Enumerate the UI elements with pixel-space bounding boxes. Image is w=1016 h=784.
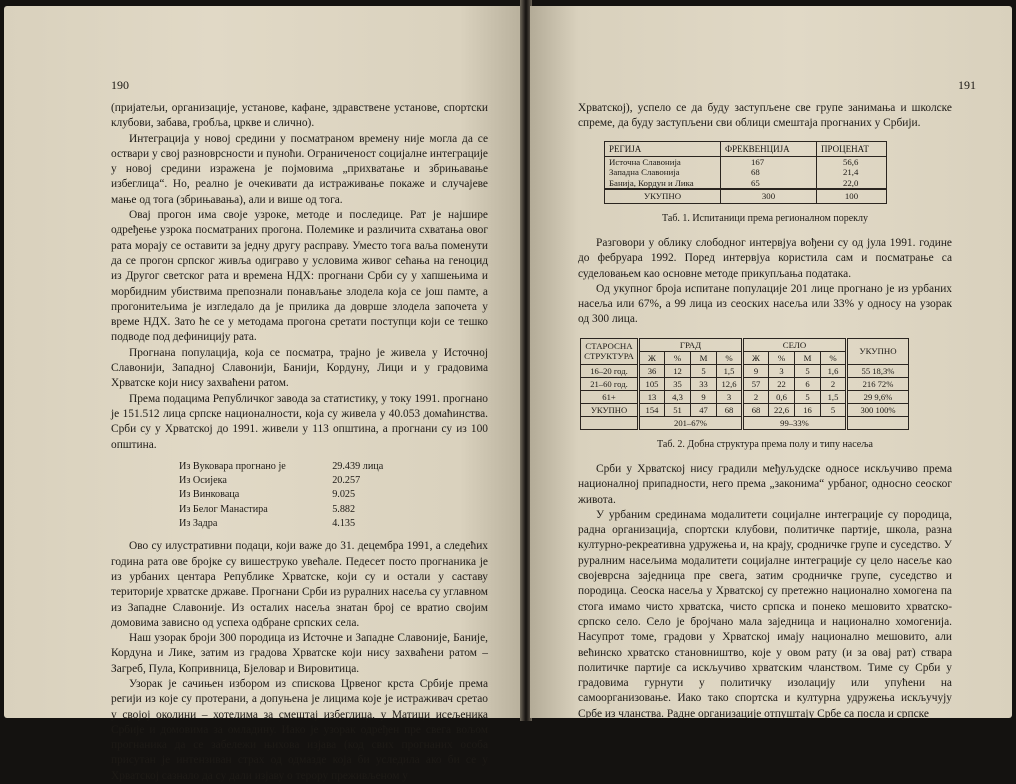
right-bottom-paragraphs (578, 462, 952, 722)
table-row (581, 377, 909, 390)
table-cell: 55 18,3% (847, 364, 909, 377)
table-row (581, 364, 909, 377)
table-cell: 4,3 (665, 390, 691, 403)
table-cell: 201–67% (639, 416, 743, 429)
right-mid-paragraphs (578, 236, 952, 328)
table-row-label: 61+ (581, 390, 639, 403)
table-cell: 5 (795, 390, 821, 403)
page-number: 190 (111, 78, 129, 92)
table-cell: 5 (691, 364, 717, 377)
left-page (4, 6, 522, 782)
paragraph: Узорак је сачињен избором из спискова Црвеног крста Србије према регији из које су протерани, а допуњена је лицима које је истраживач сретао у својој околини – хотелима за смештај избеглица, у Матици исељеника Србије и домовима за омладину. Иако је узорак одређен пре свега вољом прогнаника да се забележи њихова изјава (код свих прогнаних особа присутан је интензиван страх од одмазде која би уследила ако би се у Хрватској сазнало да су дали изјаву о терору преживљеном у (111, 677, 488, 782)
municipality-count: 20.257 (332, 475, 361, 487)
paragraph: Овај прогон има своје узроке, методе и последице. Рат је најшире одређење узрока посматраних прогона. Полемике и различита схватања овог рата морају се оставити за једну другу расправу. Уместо тога ваља поменути да се прогон српског живља одиграво у условима живог сећања на геноцид из Другог светског рата и времена НДХ: прогнани Срби су у хапшењима и морбидним убиствима препознали понављање злодела која се још памте, а прогонитељима је изгледало да је прилика да доврше злодела започета у време НДХ. Зато ће се у методама прогона сретати поступци који се тешко подводе под дефиницију рата. (111, 209, 488, 344)
table-cell: 300 (721, 189, 817, 203)
municipality-name: Из Белог Манастира (179, 503, 268, 515)
paragraph: Ово су илустративни подаци, који важе до 31. децембра 1991, а следећих година рата ове бројке су вишеструко увећале. Педесет посто прогнаника је из урбаних центара Републике Хрватске, који су и остали у саставу територије хрватске државе. Прогнани Срби из руралних насеља су углавном из Западне Славоније. Из осталих насеља знатан број се вратио својим домовима зависно од успеха одбране српских села. (111, 540, 488, 629)
table-cell: 36 (639, 364, 665, 377)
table-cell: Банија, Кордун и Лика (605, 178, 721, 189)
table-row (605, 157, 887, 168)
table-cell: 5 (821, 403, 847, 416)
table-cell: 1,6 (821, 364, 847, 377)
table-row (581, 403, 909, 416)
table-cell: 57 (743, 377, 769, 390)
paragraph: Према подацима Републичког завода за статистику, у току 1991. прогнано је 151.512 лица српске националности, која су живела у 40.053 домаћинства. Срби су у Хрватској до 1991. живели у 113 општина, а прогнани су из 100 општина. (111, 392, 488, 451)
table-cell: 51 (665, 403, 691, 416)
table-cell: 12 (665, 364, 691, 377)
paragraph: (пријатељи, организације, установе, кафане, здравствене установе, спортски клубови, забава, гробља, цркве и слично). (111, 102, 488, 130)
table-row (605, 167, 887, 177)
page-number: 191 (958, 78, 976, 92)
table-header: ПРОЦЕНАТ (817, 141, 887, 156)
table-header: СЕЛО (743, 338, 847, 351)
table-cell: 22 (769, 377, 795, 390)
table-cell: 154 (639, 403, 665, 416)
table-total-label: УКУПНО (605, 189, 721, 203)
table-cell: 167 (721, 157, 817, 168)
paragraph: Интеграција у новој средини у посматраном времену није могла да се оствари у свој разноврсности и пуноћи. Ограниченост социјалне интеграције у новој средини изражена је појмовима „прихватање и збрињавање избеглица“. Но, реално је очекивати да истраживање покаже и случајеве мање од тога (збрињавања), али и више од тога. (111, 132, 488, 206)
municipality-count: 9.025 (332, 489, 356, 501)
paragraph: Прогнана популација, која се посматра, трајно је живела у Источној Славонији, Западној Славонији, Банији, Кордуну, Лици и у градовима Хрватске који нису захваћени ратом. (111, 346, 488, 390)
table-cell: 21,4 (817, 167, 887, 177)
table-subheader: % (769, 351, 795, 364)
paragraph: Наш узорак броји 300 породица из Источне и Западне Славоније, Баније, Кордуна и Лике, затим из градова Хрватске који нису захваћени ратом – Загреб, Пула, Копривница, Бјеловар и Вировитица. (111, 632, 488, 675)
table-caption: Таб. 2. Добна структура према полу и типу насеља (657, 438, 873, 450)
table-cell: 9 (743, 364, 769, 377)
table-cell: 68 (717, 403, 743, 416)
left-page-body (111, 101, 488, 784)
table-cell: 47 (691, 403, 717, 416)
paragraph: Од укупног броја испитане популације 201 лице прогнано је из урбаних насеља или 67%, а 99 лица из сеоских насеља или 33% у односу на узорак од 300 лица. (578, 282, 952, 326)
table-subheader: М (795, 351, 821, 364)
table-cell: 2 (743, 390, 769, 403)
table-cell: 12,6 (717, 377, 743, 390)
left-bottom-paragraphs (111, 539, 488, 784)
table-row-label: 16–20 год. (581, 364, 639, 377)
table-age-structure (580, 338, 909, 430)
table-cell: 1,5 (717, 364, 743, 377)
table-cell: 300 100% (847, 403, 909, 416)
table-cell: 56,6 (817, 157, 887, 168)
table-caption: Таб. 1. Испитаници према регионалном пореклу (662, 212, 868, 224)
table-cell: 68 (743, 403, 769, 416)
table-header: УКУПНО (847, 338, 909, 364)
right-page (530, 6, 1012, 718)
municipality-count: 5.882 (332, 503, 356, 515)
table-cell: 1,5 (821, 390, 847, 403)
table-subheader: Ж (639, 351, 665, 364)
municipality-row (179, 460, 403, 474)
table-cell: 3 (717, 390, 743, 403)
table-cell: 216 72% (847, 377, 909, 390)
paragraph: У урбаним срединама модалитети социјалне интеграције су породица, радна организација, спортски клубови, политичке партије, школа, разна културно-рекреативна удружења и, на крају, сродничке групе и суседство. У руралним насељима модалитети социјалне интеграције су цело насеље као својеврсна заједница пре свега, затим сродничке групе, суседство и породица. Сеоска насеља у Хрватској су претежно национално хомогена па стога имамо чисто хрватска, чисто српска и понеко мешовито хрватско-српско село. Село је бројчано мала заједница и национално хомогенија. Насупрот томе, градови у Хрватској имају национално мешовито, али већинско хрватско становништво, које у овом рату (и за овај рат) ствара политичке партије са искључиво хрватским чланством. Тиме су Срби у градовима гурнути у политичку изолацију или упућени на самоорганизовање. Иако тако спортска и културна удружења искључују Србе из чланства. Радне организације отпуштају Србе са посла и српске (578, 508, 952, 720)
table-row (605, 178, 887, 189)
table-subheader: Ж (743, 351, 769, 364)
table-cell: 22,6 (769, 403, 795, 416)
table-header: СТАРОСНА СТРУКТУРА (581, 338, 639, 364)
table-cell: Западна Славонија (605, 167, 721, 177)
table-region-frequency (604, 141, 887, 204)
paragraph: Срби у Хрватској нису градили међуљудске односе искључиво према националној припадности, него према „законима“ урбаног, односно сеоског живота. (578, 463, 952, 506)
table-cell: 29 9,6% (847, 390, 909, 403)
municipality-name: Из Вуковара прогнано је (179, 460, 286, 472)
table-cell: 99–33% (743, 416, 847, 429)
municipality-row (179, 474, 403, 488)
table-row (581, 390, 909, 403)
table-cell: 2 (821, 377, 847, 390)
table-header: РЕГИЈА (605, 141, 721, 156)
table-cell: 33 (691, 377, 717, 390)
table-row-label: 21–60 год. (581, 377, 639, 390)
table-header: ФРЕКВЕНЦИЈА (721, 141, 817, 156)
table-cell: 65 (721, 178, 817, 189)
paragraph: Хрватској), успело се да буду заступљене све групе занимања и школске спреме, да буду заступљени сви облици смештаја прогнаних у Србији. (578, 102, 952, 130)
right-top-paragraphs (578, 101, 952, 132)
paragraph: Разговори у облику слободног интервјуа вођени су од јула 1991. године до фебруара 1992. Поред интервјуа користила сам и посматрање са суделовањем као основне методе прикупљања података. (578, 236, 952, 280)
table-subheader: % (717, 351, 743, 364)
table-row-label: УКУПНО (581, 403, 639, 416)
table-cell: 0,6 (769, 390, 795, 403)
municipality-name: Из Осијека (179, 475, 227, 487)
table-subheader: М (691, 351, 717, 364)
municipality-count: 4.135 (332, 518, 356, 530)
table-cell: 100 (817, 189, 887, 203)
table-cell: 6 (795, 377, 821, 390)
table-cell: 13 (639, 390, 665, 403)
table-subheader: % (821, 351, 847, 364)
municipality-row (179, 503, 403, 517)
table-header: ГРАД (639, 338, 743, 351)
table-cell: Источна Славонија (605, 157, 721, 168)
table-cell (581, 416, 639, 429)
table-cell: 3 (769, 364, 795, 377)
right-page-body (578, 101, 952, 722)
municipality-row (179, 488, 403, 502)
table-cell: 5 (795, 364, 821, 377)
table-cell (847, 416, 909, 429)
municipalities-list (179, 460, 403, 531)
left-top-paragraphs (111, 101, 488, 453)
municipality-name: Из Винковаца (179, 489, 240, 501)
table-cell: 35 (665, 377, 691, 390)
table-cell: 68 (721, 167, 817, 177)
municipality-row (179, 517, 403, 531)
table-cell: 22,0 (817, 178, 887, 189)
municipality-count: 29.439 лица (332, 460, 384, 472)
table-subheader: % (665, 351, 691, 364)
municipality-name: Из Задра (179, 518, 218, 530)
table-cell: 105 (639, 377, 665, 390)
table-cell: 9 (691, 390, 717, 403)
table-cell: 16 (795, 403, 821, 416)
